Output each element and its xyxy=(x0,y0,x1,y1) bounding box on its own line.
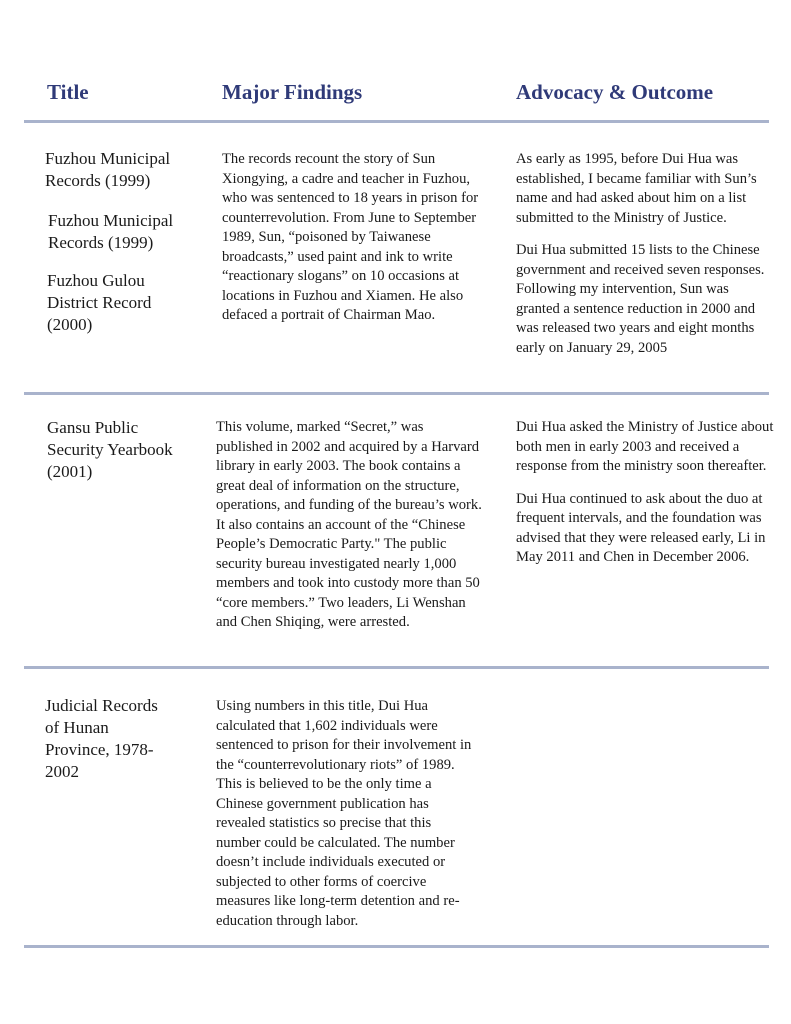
column-header-title: Title xyxy=(47,80,89,104)
row1-title-1: Fuzhou Municipal Records (1999) xyxy=(45,149,171,190)
row3-title: Judicial Records of Hunan Province, 1978-2002 xyxy=(45,696,158,781)
row1-divider xyxy=(24,392,769,395)
row2-advocacy-p2: Dui Hua continued to ask about the duo at frequent intervals, and the foundation was advised that they were released early, Li in May 2011 and Chen in December 2006. xyxy=(516,490,766,565)
column-header-advocacy: Advocacy & Outcome xyxy=(516,80,714,104)
row1-advocacy xyxy=(516,150,774,371)
header-divider xyxy=(24,120,769,123)
row2-advocacy xyxy=(516,418,776,581)
row3-divider xyxy=(24,945,769,948)
row2-title: Gansu Public Security Yearbook (2001) xyxy=(47,418,173,481)
column-header-findings: Major Findings xyxy=(222,80,363,104)
row3-findings: Using numbers in this title, Dui Hua calculated that 1,602 individuals were sentenced to prison for their involvement in the “counterrevolutionary riots” of 1989. This is believed to be the only time a Chinese government publication has revealed statistics so precise that this number could be calculated. The number doesn’t include individuals executed or subjected to other forms of coercive measures like long-term detention and re-education through labor. xyxy=(216,698,472,929)
row1-title-3: Fuzhou Gulou District Record (2000) xyxy=(47,271,152,334)
row1-advocacy-p1: As early as 1995, before Dui Hua was established, I became familiar with Sun’s name and had asked about him on a list submitted to the Ministry of Justice. xyxy=(516,151,757,226)
row2-advocacy-p1: Dui Hua asked the Ministry of Justice about both men in early 2003 and received a response from the ministry soon thereafter. xyxy=(516,419,774,474)
row1-findings: The records recount the story of Sun Xiongying, a cadre and teacher in Fuzhou, who was sentenced to 18 years in prison for counterrevolution. From June to September 1989, Sun, “poisoned by Taiwanese broadcasts,” used paint and ink to write “reactionary slogans” on 10 occasions at locations in Fuzhou and Xiamen. He also defaced a portrait of Chairman Mao. xyxy=(222,151,479,323)
row2-findings: This volume, marked “Secret,” was published in 2002 and acquired by a Harvard library in early 2003. The book contains a great deal of information on the structure, operations, and funding of the bureau’s work. It also contains an account of the “Chinese People’s Democratic Party." The public security bureau investigated nearly 1,000 members and took into custody more than 50 “core members.” Two leaders, Li Wenshan and Chen Shiqing, were arrested. xyxy=(216,419,482,630)
row2-divider xyxy=(24,666,769,669)
row1-title-2: Fuzhou Municipal Records (1999) xyxy=(48,211,174,252)
row1-advocacy-p2: Dui Hua submitted 15 lists to the Chinese government and received seven responses. Following my intervention, Sun was granted a sentence reduction in 2000 and was released two years and eight months early on January 29, 2005 xyxy=(516,242,765,356)
